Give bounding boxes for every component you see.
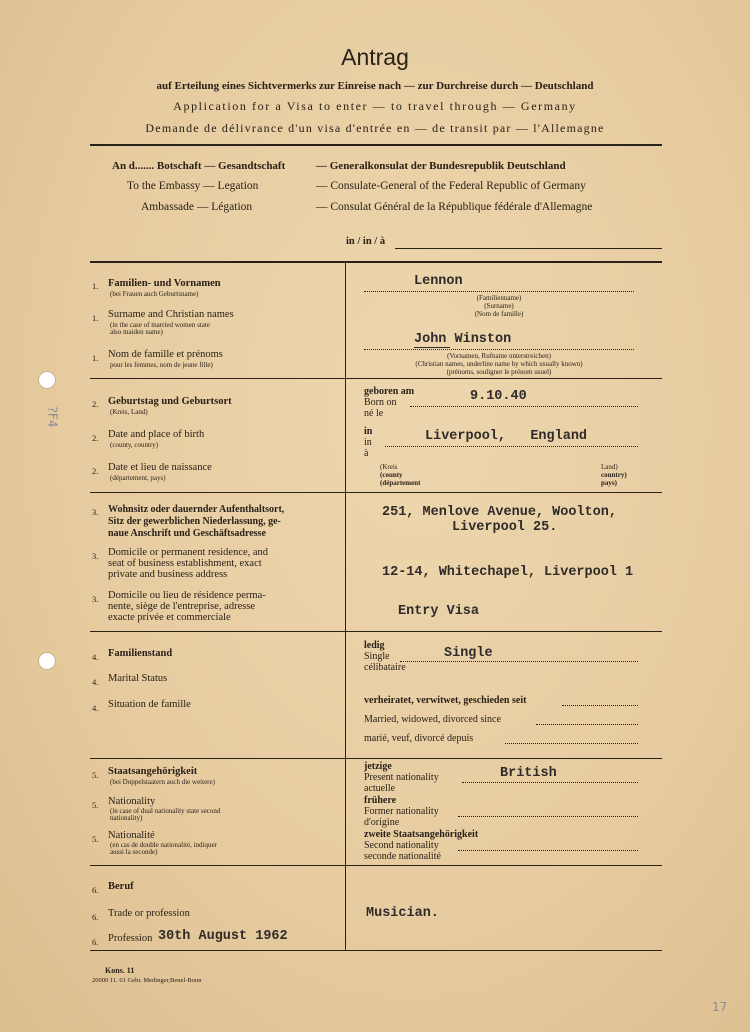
label-fr: exacte privée et commerciale: [108, 612, 231, 623]
addressee-right-en: — Consulate-General of the Federal Republic of Germany: [316, 180, 586, 192]
rule: [90, 378, 662, 379]
rule: [90, 865, 662, 866]
land: pays): [601, 479, 617, 487]
section-number: 4.: [92, 677, 99, 687]
note: (bei Frauen auch Geburtsname): [110, 290, 199, 298]
rule: [90, 631, 662, 632]
note: aussi la seconde): [110, 848, 158, 856]
label-de: Staatsangehörigkeit: [108, 766, 198, 777]
fill-line: [462, 782, 638, 783]
underline: [414, 347, 450, 348]
surname-value: Lennon: [414, 274, 463, 289]
caption: (Familienname): [476, 294, 522, 302]
title-line-de: auf Erteilung eines Sichtvermerks zur Einreise nach — zur Durchreise durch — Deutschland: [156, 80, 594, 92]
business-address: 12-14, Whitechapel, Liverpool 1: [382, 565, 634, 580]
second-de: zweite Staatsangehörigkeit: [364, 829, 479, 840]
second-fr: seconde nationalité: [364, 851, 441, 862]
form-number: Kons. 11: [105, 966, 135, 975]
note: (in the case of married women state: [110, 321, 210, 329]
nationality-value: British: [500, 766, 557, 781]
note: (county, country): [110, 441, 159, 449]
section-number: 6.: [92, 885, 99, 895]
note: pour les femmes, nom de jeune fille): [110, 361, 213, 369]
caption: (Nom de famille): [474, 310, 524, 318]
born-de: geboren am: [364, 386, 415, 397]
section-number: 3.: [92, 507, 99, 517]
label-fr: nente, siège de l'entreprise, adresse: [108, 601, 256, 612]
section-number: 5.: [92, 834, 99, 844]
addressee-right-fr: — Consulat Général de la République fédérale d'Allemagne: [316, 201, 593, 213]
note: (département, pays): [110, 474, 166, 482]
married-fr: marié, veuf, divorcé depuis: [364, 733, 474, 744]
fill-line: [505, 743, 638, 744]
former-fr: d'origine: [364, 817, 400, 828]
section-number: 4.: [92, 652, 99, 662]
section-number: 1.: [92, 313, 99, 323]
label-en: Trade or profession: [108, 908, 190, 919]
label-en: private and business address: [108, 569, 228, 580]
rule: [90, 950, 662, 951]
margin-note: ?F4: [45, 406, 60, 428]
section-number: 2.: [92, 399, 99, 409]
addressee-left-en: To the Embassy — Legation: [127, 180, 259, 192]
label-fr: Domicile ou lieu de résidence perma-: [108, 590, 266, 601]
marital-status-value: Single: [444, 646, 493, 661]
kreis: (Kreis: [380, 463, 398, 471]
label-fr: Nom de famille et prénoms: [108, 349, 223, 360]
label-en: Date and place of birth: [108, 429, 205, 440]
birth-place-value: Liverpool, England: [425, 429, 588, 444]
section-number: 3.: [92, 594, 99, 604]
form-title: Antrag: [341, 44, 409, 70]
caption: (Christian names, underline name by which usually known): [415, 360, 583, 368]
punch-hole: [38, 652, 56, 670]
section-number: 5.: [92, 770, 99, 780]
section-number: 2.: [92, 466, 99, 476]
fill-line: [458, 850, 638, 851]
address-line-1: 251, Menlove Avenue, Woolton,: [382, 505, 617, 520]
label-en: Domicile or permanent residence, and: [108, 547, 269, 558]
label-de: Beruf: [108, 881, 134, 892]
punch-hole: [38, 371, 56, 389]
fill-line: [385, 446, 638, 447]
single-de: ledig: [364, 640, 385, 651]
addressee-left-fr: Ambassade — Légation: [141, 201, 253, 213]
label-en: seat of business establishment, exact: [108, 558, 262, 569]
given-names-value: John Winston: [414, 332, 512, 347]
fill-line: [562, 705, 638, 706]
label-de: Geburtstag und Geburtsort: [108, 396, 232, 407]
note: (in case of dual nationality state second: [110, 807, 221, 815]
kreis: (county: [380, 471, 403, 479]
label-en: Marital Status: [108, 673, 168, 684]
title-line-fr: Demande de délivrance d'un visa d'entrée en — de transit par — l'Allemagne: [145, 121, 605, 135]
caption: (Surname): [484, 302, 514, 310]
profession-value: Musician.: [366, 906, 439, 921]
fill-line: [400, 661, 638, 662]
in-line: [395, 248, 662, 249]
label-de: Familienstand: [108, 648, 173, 659]
label-de: Sitz der gewerblichen Niederlassung, ge-: [108, 516, 281, 527]
column-divider: [345, 262, 346, 950]
caption: (Vornamen, Rufname unterstreichen): [447, 352, 551, 360]
fill-line: [410, 406, 638, 407]
visa-type: Entry Visa: [398, 604, 480, 619]
caption: (prénoms, souligner le prénom usuel): [446, 368, 552, 376]
signature-date: 30th August 1962: [158, 929, 288, 944]
fill-line: [364, 349, 634, 350]
page-number: 17: [712, 1000, 728, 1014]
in-fr: à: [364, 448, 369, 459]
former-en: Former nationality: [364, 806, 439, 817]
section-number: 4.: [92, 703, 99, 713]
note: also maiden name): [110, 328, 163, 336]
section-number: 2.: [92, 433, 99, 443]
label-en: Nationality: [108, 796, 156, 807]
note: (en cas de double nationalité, indiquer: [110, 841, 217, 849]
fill-line: [536, 724, 638, 725]
note: (bei Doppelstaatern auch die weitere): [110, 778, 215, 786]
rule: [90, 492, 662, 493]
label-fr: Date et lieu de naissance: [108, 462, 212, 473]
married-de: verheiratet, verwitwet, geschieden seit: [364, 695, 527, 706]
present-de: jetzige: [364, 761, 392, 772]
label-de: Familien- und Vornamen: [108, 278, 221, 289]
land: country): [601, 471, 627, 479]
single-fr: célibataire: [364, 662, 406, 673]
label-de: Wohnsitz oder dauernder Aufenthaltsort,: [108, 504, 285, 515]
rule: [90, 758, 662, 759]
note: (Kreis, Land): [110, 408, 148, 416]
title-line-en: Application for a Visa to enter — to travel through — Germany: [173, 99, 577, 113]
address-line-2: Liverpool 25.: [452, 520, 558, 535]
label-fr: Profession: [108, 933, 153, 944]
rule: [90, 144, 662, 146]
rule: [90, 261, 662, 263]
in-label: in / in / à: [346, 236, 386, 247]
born-fr: né le: [364, 408, 384, 419]
second-en: Second nationality: [364, 840, 439, 851]
label-fr: Nationalité: [108, 830, 155, 841]
label-de: naue Anschrift und Geschäftsadresse: [108, 528, 266, 539]
section-number: 6.: [92, 937, 99, 947]
born-en: Born on: [364, 397, 397, 408]
land: Land): [601, 463, 618, 471]
fill-line: [364, 291, 634, 292]
married-en: Married, widowed, divorced since: [364, 714, 501, 725]
section-number: 3.: [92, 551, 99, 561]
addressee-left-de: An d....... Botschaft — Gesandtschaft: [112, 160, 286, 172]
fill-line: [458, 816, 638, 817]
birth-date-value: 9.10.40: [470, 389, 527, 404]
section-number: 1.: [92, 353, 99, 363]
in-de: in: [364, 426, 373, 437]
note: nationality): [110, 814, 143, 822]
single-en: Single: [364, 651, 390, 662]
former-de: frühere: [364, 795, 397, 806]
label-en: Surname and Christian names: [108, 309, 234, 320]
present-en: Present nationality: [364, 772, 439, 783]
printer-line: 20000 11. 61 Gebr. Medinger,Beuel-Bonn: [92, 977, 202, 984]
section-number: 6.: [92, 912, 99, 922]
section-number: 1.: [92, 281, 99, 291]
section-number: 5.: [92, 800, 99, 810]
label-fr: Situation de famille: [108, 699, 191, 710]
kreis: (département: [380, 479, 421, 487]
addressee-right-de: — Generalkonsulat der Bundesrepublik Deutschland: [316, 160, 566, 172]
present-fr: actuelle: [364, 783, 396, 794]
in-en: in: [364, 437, 372, 448]
